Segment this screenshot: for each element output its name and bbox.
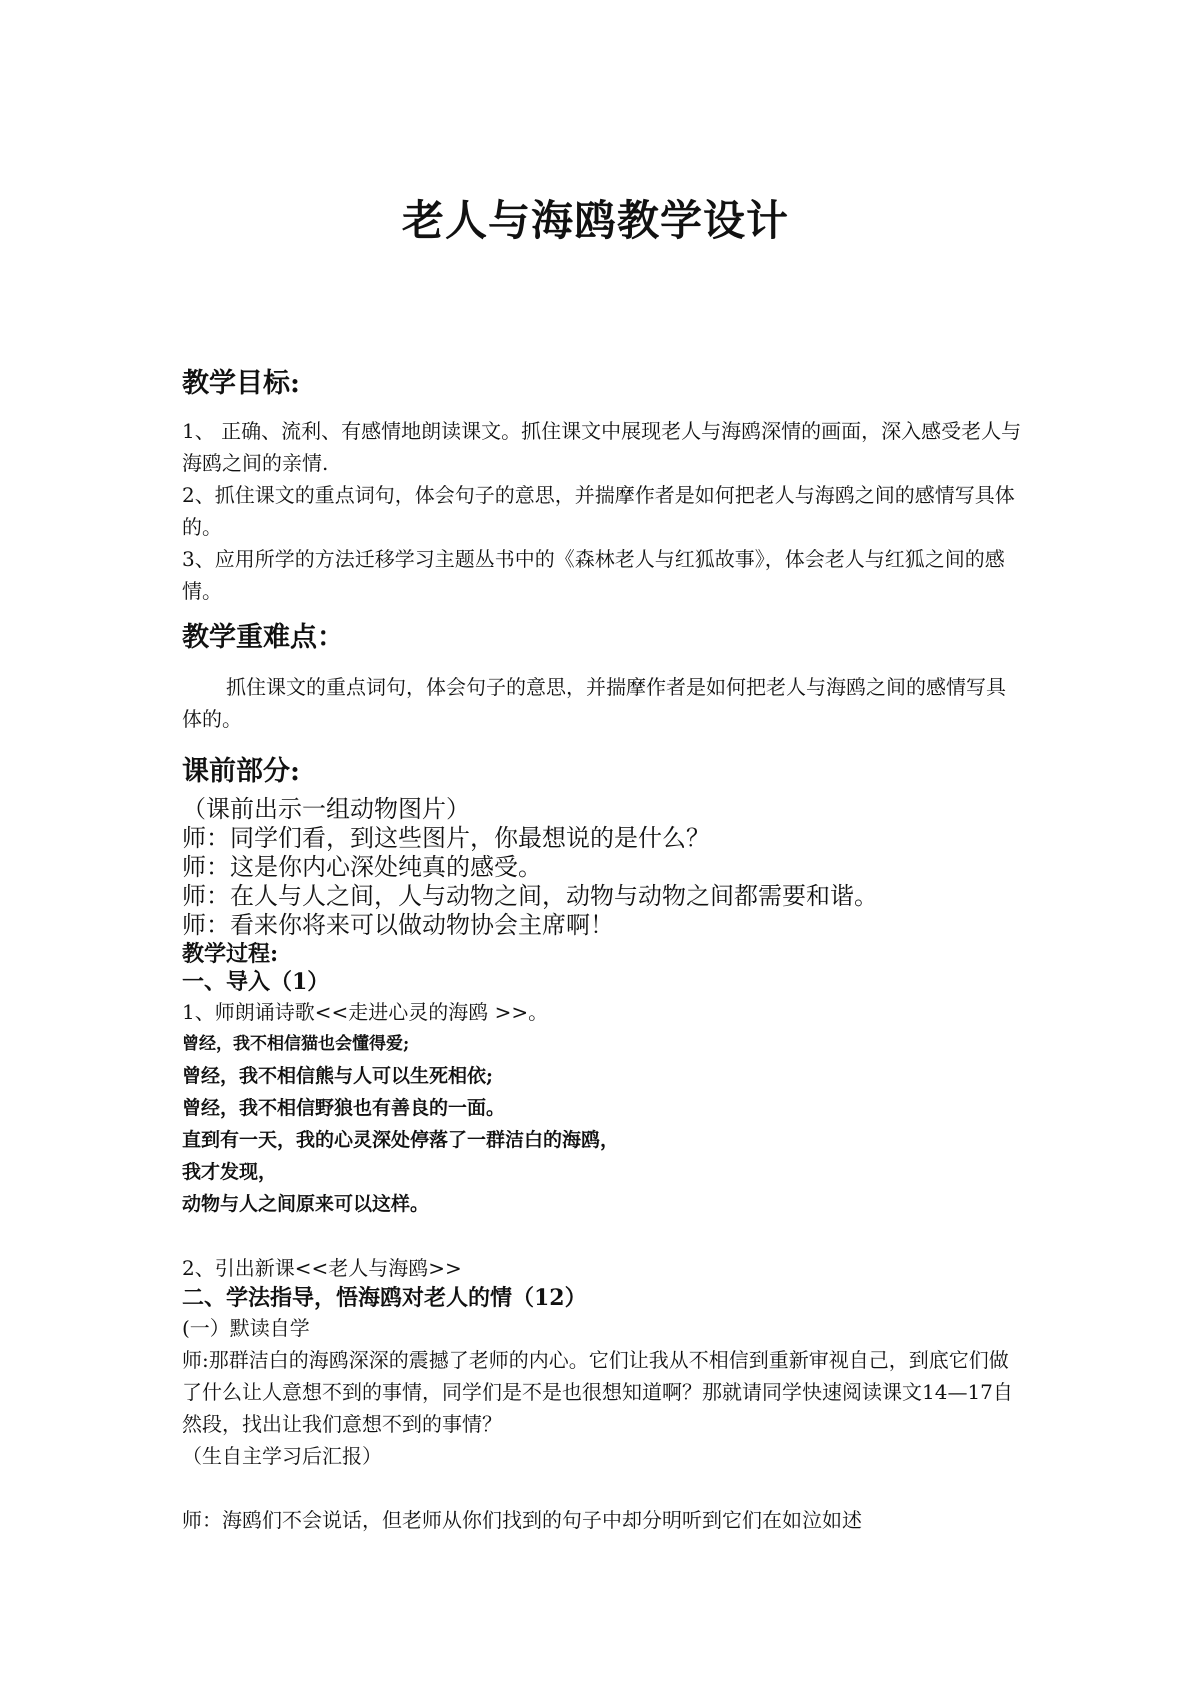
poem-line: 曾经，我不相信熊与人可以生死相依; [182, 1065, 494, 1087]
preclass-heading: 课前部分: [182, 756, 300, 787]
poem-line: 曾经，我不相信野狼也有善良的一面。 [182, 1097, 506, 1119]
part2-para1: 师:那群洁白的海鸥深深的震撼了老师的内心。它们让我从不相信到重新审视自己，到底它们做了什么让人意想不到的事情，同学们是不是也很想知道啊？那就请同学快速阅读课文14—17自然段，找出让我们意想不到的事情？ [182, 1348, 1013, 1436]
process-heading: 教学过程: [182, 941, 279, 967]
part2-para2: （生自主学习后汇报） [182, 1444, 382, 1468]
objectives-heading: 教学目标: [182, 368, 300, 399]
part1-step2: 2、引出新课<<老人与海鸥>> [182, 1256, 462, 1280]
document-title: 老人与海鸥教学设计 [401, 196, 789, 245]
preclass-line: （课前出示一组动物图片） [182, 795, 470, 823]
part1-step1: 1、师朗诵诗歌<<走进心灵的海鸥 >>。 [182, 1000, 549, 1024]
difficulty-heading: 教学重难点： [182, 622, 344, 653]
preclass-line: 师：在人与人之间，人与动物之间，动物与动物之间都需要和谐。 [182, 882, 878, 910]
part2-heading: 二、学法指导，悟海鸥对老人的情（12） [182, 1285, 587, 1311]
preclass-line: 师：同学们看，到这些图片，你最想说的是什么？ [182, 824, 710, 852]
poem-line: 曾经，我不相信猫也会懂得爱; [182, 1034, 410, 1054]
poem-line: 动物与人之间原来可以这样。 [182, 1193, 430, 1215]
preclass-line: 师：看来你将来可以做动物协会主席啊！ [182, 911, 614, 939]
part1-heading: 一、导入（1） [182, 969, 330, 995]
objective-item: 2、抓住课文的重点词句，体会句子的意思，并揣摩作者是如何把老人与海鸥之间的感情写具体的。 [182, 483, 1015, 539]
document-body [182, 365, 1022, 1536]
part2-para3: 师：海鸥们不会说话，但老师从你们找到的句子中却分明听到它们在如泣如述 [182, 1508, 862, 1532]
part2-sub1: (一）默读自学 [182, 1316, 310, 1340]
objective-item: 3、应用所学的方法迁移学习主题丛书中的《森林老人与红狐故事》，体会老人与红狐之间的感情。 [182, 547, 1005, 603]
preclass-line: 师：这是你内心深处纯真的感受。 [182, 853, 542, 881]
poem-line: 直到有一天，我的心灵深处停落了一群洁白的海鸥， [182, 1129, 620, 1151]
objective-item: 1、 正确、流利、有感情地朗读课文。抓住课文中展现老人与海鸥深情的画面，深入感受老人与海鸥之间的亲情. [182, 419, 1022, 475]
difficulty-text: 抓住课文的重点词句，体会句子的意思，并揣摩作者是如何把老人与海鸥之间的感情写具体的。 [182, 675, 1006, 731]
poem-line: 我才发现， [182, 1161, 278, 1183]
